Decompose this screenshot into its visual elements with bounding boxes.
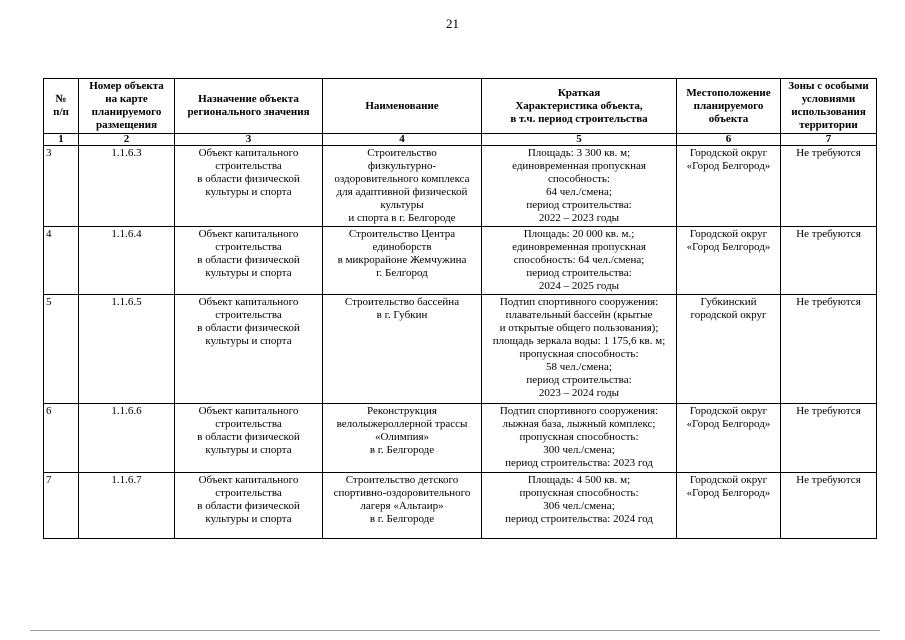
- header-cell: Зоны с особыми условиями использования территории: [781, 79, 877, 134]
- row-number: 7: [44, 473, 79, 539]
- column-number: 4: [323, 134, 482, 146]
- object-location: Губкинский городской округ: [677, 295, 781, 404]
- bottom-divider: [30, 630, 880, 631]
- column-number: 2: [79, 134, 175, 146]
- column-number: 5: [482, 134, 677, 146]
- object-description: Подтип спортивного сооружения: плавательный бассейн (крытые и открытые общего пользования); площадь зеркала воды: 1 175,6 кв. м; пропускная способность: 58 чел./смена; период строительства: 2023 – 2024 годы: [482, 295, 677, 404]
- header-cell: Наименование: [323, 79, 482, 134]
- table-header-row: [44, 79, 877, 134]
- column-number: 1: [44, 134, 79, 146]
- column-number-row: [44, 134, 877, 146]
- object-description: Площадь: 20 000 кв. м.; единовременная пропускная способность: 64 чел./смена; период строительства: 2024 – 2025 годы: [482, 227, 677, 295]
- row-number: 3: [44, 146, 79, 227]
- object-purpose: Объект капитального строительства в области физической культуры и спорта: [175, 227, 323, 295]
- column-number: 7: [781, 134, 877, 146]
- object-name: Строительство Центра единоборств в микрорайоне Жемчужина г. Белгород: [323, 227, 482, 295]
- map-number: 1.1.6.3: [79, 146, 175, 227]
- special-zones: Не требуются: [781, 227, 877, 295]
- page-number: 21: [446, 16, 459, 31]
- object-location: Городской округ «Город Белгород»: [677, 473, 781, 539]
- object-purpose: Объект капитального строительства в области физической культуры и спорта: [175, 473, 323, 539]
- table-row: [44, 227, 877, 295]
- table-row: [44, 295, 877, 404]
- special-zones: Не требуются: [781, 404, 877, 473]
- object-description: Площадь: 4 500 кв. м; пропускная способность: 306 чел./смена; период строительства: 2024 год: [482, 473, 677, 539]
- table-row: [44, 473, 877, 539]
- object-location: Городской округ «Город Белгород»: [677, 146, 781, 227]
- special-zones: Не требуются: [781, 146, 877, 227]
- column-number: 3: [175, 134, 323, 146]
- header-cell: Краткая Характеристика объекта, в т.ч. период строительства: [482, 79, 677, 134]
- object-name: Строительство бассейна в г. Губкин: [323, 295, 482, 404]
- object-location: Городской округ «Город Белгород»: [677, 227, 781, 295]
- object-purpose: Объект капитального строительства в области физической культуры и спорта: [175, 404, 323, 473]
- object-name: Реконструкция велолыжероллерной трассы «Олимпия» в г. Белгороде: [323, 404, 482, 473]
- map-number: 1.1.6.5: [79, 295, 175, 404]
- object-description: Площадь: 3 300 кв. м; единовременная пропускная способность: 64 чел./смена; период строительства: 2022 – 2023 годы: [482, 146, 677, 227]
- map-number: 1.1.6.4: [79, 227, 175, 295]
- object-location: Городской округ «Город Белгород»: [677, 404, 781, 473]
- header-cell: Номер объекта на карте планируемого размещения: [79, 79, 175, 134]
- object-purpose: Объект капитального строительства в области физической культуры и спорта: [175, 295, 323, 404]
- object-name: Строительство детского спортивно-оздоровительного лагеря «Альтаир» в г. Белгороде: [323, 473, 482, 539]
- row-number: 5: [44, 295, 79, 404]
- map-number: 1.1.6.6: [79, 404, 175, 473]
- row-number: 6: [44, 404, 79, 473]
- header-cell: Местоположение планируемого объекта: [677, 79, 781, 134]
- objects-table: [43, 78, 877, 539]
- special-zones: Не требуются: [781, 473, 877, 539]
- map-number: 1.1.6.7: [79, 473, 175, 539]
- object-name: Строительство физкультурно- оздоровительного комплекса для адаптивной физической культуры и спорта в г. Белгороде: [323, 146, 482, 227]
- header-cell: № п/п: [44, 79, 79, 134]
- column-number: 6: [677, 134, 781, 146]
- header-cell: Назначение объекта регионального значения: [175, 79, 323, 134]
- object-description: Подтип спортивного сооружения: лыжная база, лыжный комплекс; пропускная способность: 300 чел./смена; период строительства: 2023 год: [482, 404, 677, 473]
- row-number: 4: [44, 227, 79, 295]
- table-row: [44, 404, 877, 473]
- table-row: [44, 146, 877, 227]
- object-purpose: Объект капитального строительства в области физической культуры и спорта: [175, 146, 323, 227]
- special-zones: Не требуются: [781, 295, 877, 404]
